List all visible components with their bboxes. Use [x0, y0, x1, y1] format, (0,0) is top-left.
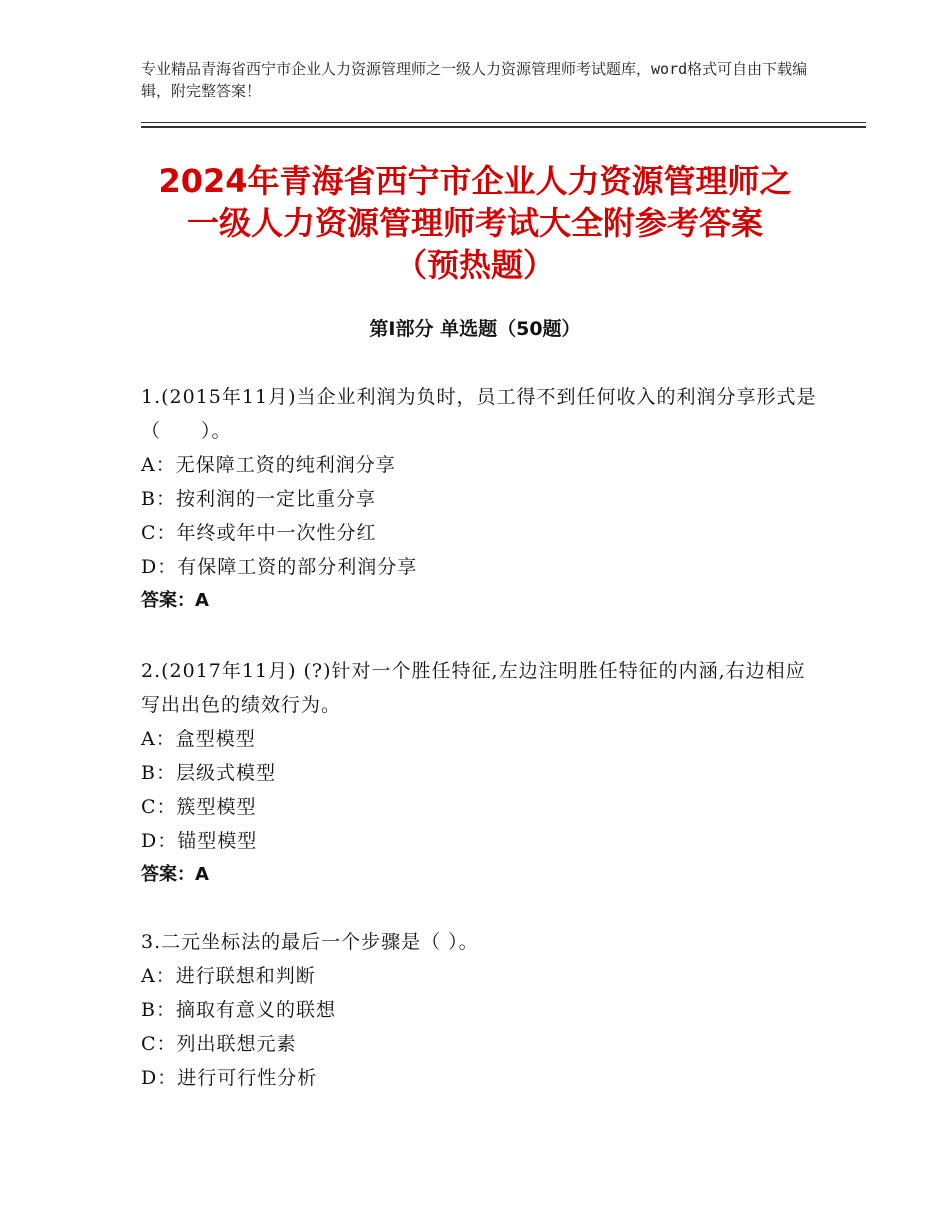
title-line-2: 一级人力资源管理师考试大全附参考答案 — [186, 204, 763, 242]
option-a: A：无保障工资的纯利润分享 — [141, 454, 396, 476]
question-1 — [141, 380, 821, 618]
option-c: C：簇型模型 — [141, 796, 257, 818]
option-a: A：盒型模型 — [141, 728, 256, 750]
option-d: D：进行可行性分析 — [141, 1067, 318, 1089]
answer: 答案：A — [141, 590, 209, 611]
document-title — [120, 160, 830, 286]
answer: 答案：A — [141, 864, 209, 885]
option-a: A：进行联想和判断 — [141, 965, 316, 987]
question-text: 1.(2015年11月)当企业利润为负时，员工得不到任何收入的利润分享形式是（ ）。 — [141, 386, 817, 442]
question-text: 2.(2017年11月) (?)针对一个胜任特征,左边注明胜任特征的内涵,右边相应写出出色的绩效行为。 — [141, 660, 806, 716]
question-text: 3.二元坐标法的最后一个步骤是（ ）。 — [141, 931, 479, 953]
option-b: B：按利润的一定比重分享 — [141, 488, 376, 510]
header-note: 专业精品青海省西宁市企业人力资源管理师之一级人力资源管理师考试题库，word格式可自由下载编辑，附完整答案！ — [141, 60, 808, 100]
header-rule-thick — [141, 126, 866, 128]
option-d: D：锚型模型 — [141, 830, 258, 852]
option-c: C：列出联想元素 — [141, 1033, 297, 1055]
title-line-1: 2024年青海省西宁市企业人力资源管理师之 — [158, 162, 792, 200]
title-line-3: （预热题） — [394, 246, 555, 284]
question-2 — [141, 654, 821, 892]
option-c: C：年终或年中一次性分红 — [141, 522, 377, 544]
section-title: 第Ⅰ部分 单选题（50题） — [369, 318, 581, 340]
header-rule-thin — [141, 122, 866, 123]
option-b: B：摘取有意义的联想 — [141, 999, 336, 1021]
option-d: D：有保障工资的部分利润分享 — [141, 556, 418, 578]
question-3 — [141, 925, 821, 1095]
option-b: B：层级式模型 — [141, 762, 276, 784]
